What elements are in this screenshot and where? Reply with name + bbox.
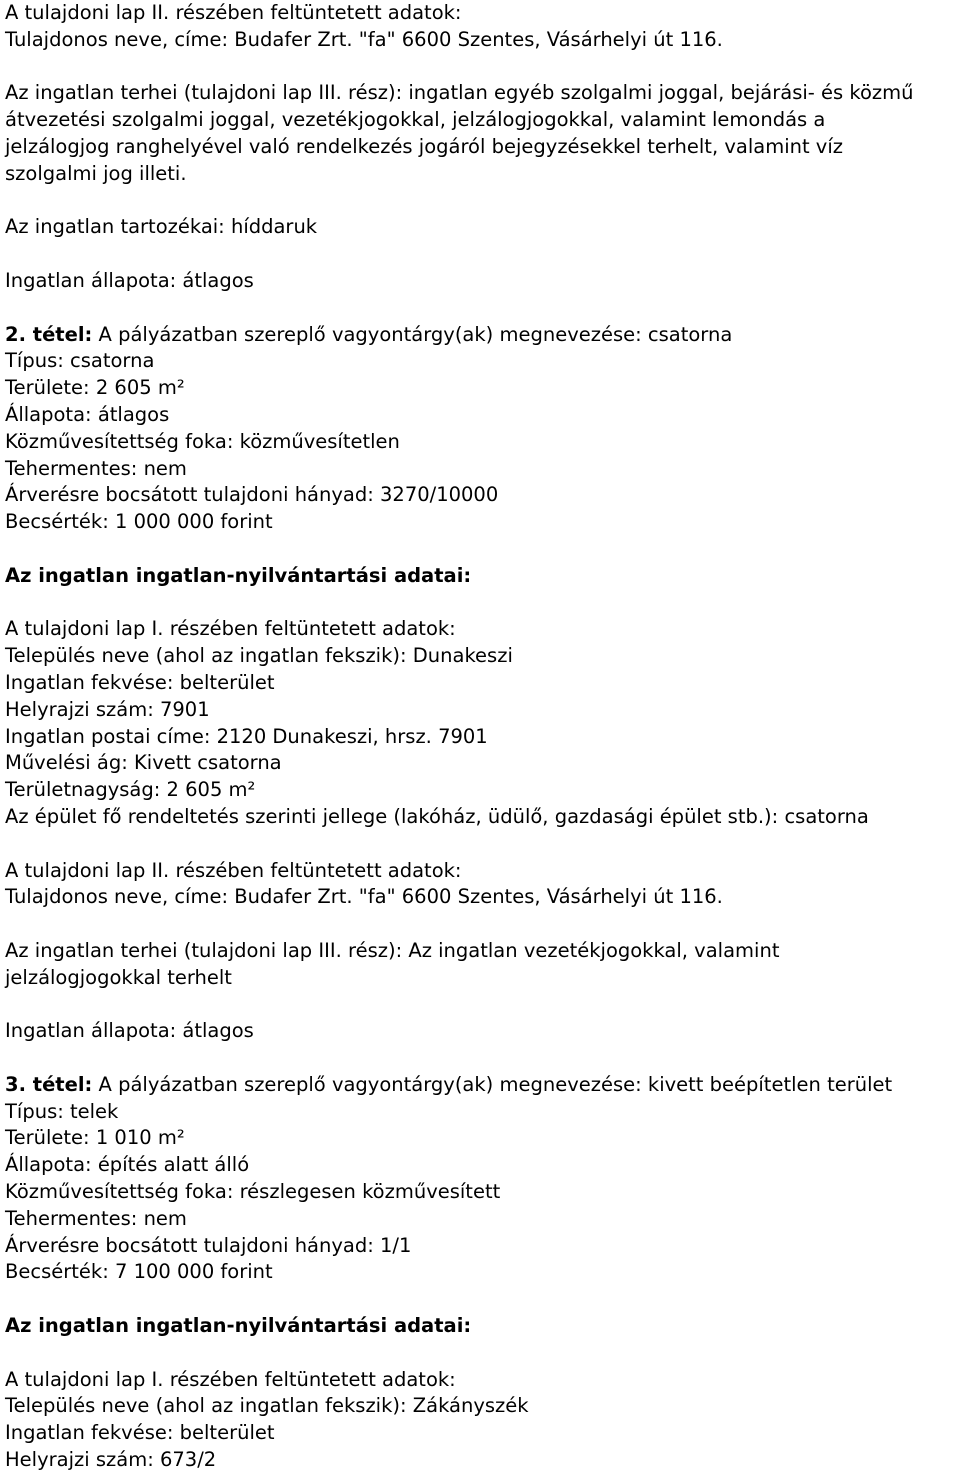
utility-value: részlegesen közművesített [239,1180,501,1204]
registry-part-heading: A tulajdoni lap I. részében feltüntetett adatok: [5,1367,456,1391]
registry-part-heading: A tulajdoni lap I. részében feltüntetett adatok: [5,617,456,641]
burdens-paragraph [5,80,955,187]
parcel-line [5,1447,955,1474]
state-label: Állapota: [5,402,92,426]
owner-line [5,27,955,54]
type-line [5,1099,955,1126]
settlement-label: Település neve (ahol az ingatlan fekszik): [5,1394,407,1418]
location-line [5,670,955,697]
share-line [5,482,955,509]
encumbrance-free-line [5,456,955,483]
settlement-value: Zákányszék [412,1394,529,1418]
state-value: építés alatt álló [97,1153,250,1177]
item-title-line [5,1072,955,1099]
parcel-label: Helyrajzi szám: [5,697,154,721]
building-purpose-value: csatorna [784,804,869,828]
plot-size-label: Területnagyság: [5,778,161,802]
utility-value: közművesítetlen [239,429,400,453]
burdens-line: Az ingatlan terhei (tulajdoni lap III. rész): ingatlan egyéb szolgalmi joggal, bejárási- és közmű [5,81,914,105]
parcel-value: 673/2 [159,1448,217,1472]
plot-size-value: 2 605 m² [166,778,256,802]
utility-line [5,429,955,456]
parcel-value: 7901 [159,697,210,721]
encumbrance-free-value: nem [143,456,187,480]
item-title: A pályázatban szereplő vagyontárgy(ak) megnevezése: csatorna [98,322,733,346]
state-label: Állapota: [5,1153,92,1177]
owner-label: Tulajdonos neve, címe: [5,27,229,51]
burdens-line: szolgalmi jog illeti. [5,161,187,185]
area-line [5,375,955,402]
share-label: Árverésre bocsátott tulajdoni hányad: [5,1233,374,1257]
item-title-line [5,322,955,349]
encumbrance-free-value: nem [143,1206,187,1230]
location-value: belterület [179,1421,275,1445]
burdens-line: Az ingatlan terhei (tulajdoni lap III. rész): Az ingatlan vezetékjogokkal, valamint [5,938,780,962]
settlement-value: Dunakeszi [412,644,513,668]
owner-value: Budafer Zrt. "fa" 6600 Szentes, Vásárhelyi út 116. [234,27,723,51]
type-line [5,348,955,375]
registry-heading: Az ingatlan ingatlan-nyilvántartási adatai: [5,563,472,587]
owner-line [5,884,955,911]
cultivation-line [5,750,955,777]
condition-line: Ingatlan állapota: átlagos [5,268,254,292]
burdens-paragraph [5,938,955,992]
area-line [5,1125,955,1152]
cultivation-value: Kivett csatorna [134,751,282,775]
burdens-line: jelzálogjog ranghelyével való rendelkezés jogáról bejegyzésekkel terhelt, valamint víz [5,134,844,158]
location-line [5,1420,955,1447]
settlement-label: Település neve (ahol az ingatlan fekszik): [5,644,407,668]
estimate-label: Becsérték: [5,510,109,534]
state-line [5,1152,955,1179]
utility-line [5,1179,955,1206]
type-label: Típus: [5,1099,64,1123]
postal-address-label: Ingatlan postai címe: [5,724,211,748]
encumbrance-free-line [5,1206,955,1233]
registry-heading: Az ingatlan ingatlan-nyilvántartási adatai: [5,1314,472,1338]
burdens-line: jelzálogjogokkal terhelt [5,965,232,989]
area-label: Területe: [5,376,90,400]
building-purpose-line [5,804,955,831]
postal-address-line [5,724,955,751]
utility-label: Közművesítettség foka: [5,429,234,453]
settlement-line [5,1393,955,1420]
location-value: belterület [179,670,275,694]
owner-value: Budafer Zrt. "fa" 6600 Szentes, Vásárhelyi út 116. [234,885,723,909]
estimate-value: 7 100 000 forint [114,1260,273,1284]
area-value: 2 605 m² [95,376,185,400]
condition-line: Ingatlan állapota: átlagos [5,1019,254,1043]
type-label: Típus: [5,349,64,373]
document-page [5,0,955,1474]
parcel-label: Helyrajzi szám: [5,1448,154,1472]
item-number: 3. tétel: [5,1072,93,1096]
state-value: átlagos [97,402,170,426]
estimate-value: 1 000 000 forint [114,510,273,534]
encumbrance-free-label: Tehermentes: [5,456,138,480]
type-value: csatorna [70,349,155,373]
share-line [5,1233,955,1260]
share-label: Árverésre bocsátott tulajdoni hányad: [5,483,374,507]
registry-part-1 [5,616,955,830]
owner-label: Tulajdonos neve, címe: [5,885,229,909]
owner-section-heading: A tulajdoni lap II. részében feltüntetett adatok: [5,1,462,24]
estimate-line [5,509,955,536]
accessories-line: Az ingatlan tartozékai: híddaruk [5,215,318,239]
share-value: 1/1 [380,1233,412,1257]
cultivation-label: Művelési ág: [5,751,128,775]
parcel-line [5,697,955,724]
type-value: telek [70,1099,119,1123]
settlement-line [5,643,955,670]
plot-size-line [5,777,955,804]
location-label: Ingatlan fekvése: [5,1421,174,1445]
area-value: 1 010 m² [95,1126,185,1150]
item-title: A pályázatban szereplő vagyontárgy(ak) megnevezése: kivett beépítetlen terület [98,1072,893,1096]
registry-part-2 [5,858,955,912]
item-3 [5,1072,955,1286]
share-value: 3270/10000 [380,483,499,507]
encumbrance-free-label: Tehermentes: [5,1206,138,1230]
area-label: Területe: [5,1126,90,1150]
estimate-label: Becsérték: [5,1260,109,1284]
registry-part-heading: A tulajdoni lap II. részében feltüntetett adatok: [5,858,462,882]
estimate-line [5,1259,955,1286]
postal-address-value: 2120 Dunakeszi, hrsz. 7901 [216,724,488,748]
location-label: Ingatlan fekvése: [5,670,174,694]
building-purpose-label: Az épület fő rendeltetés szerinti jellege (lakóház, üdülő, gazdasági épület stb.): [5,804,779,828]
item-2 [5,322,955,536]
burdens-line: átvezetési szolgalmi joggal, vezetékjogokkal, jelzálogjogokkal, valamint lemondás a [5,108,826,132]
state-line [5,402,955,429]
item-number: 2. tétel: [5,322,93,346]
utility-label: Közművesítettség foka: [5,1180,234,1204]
